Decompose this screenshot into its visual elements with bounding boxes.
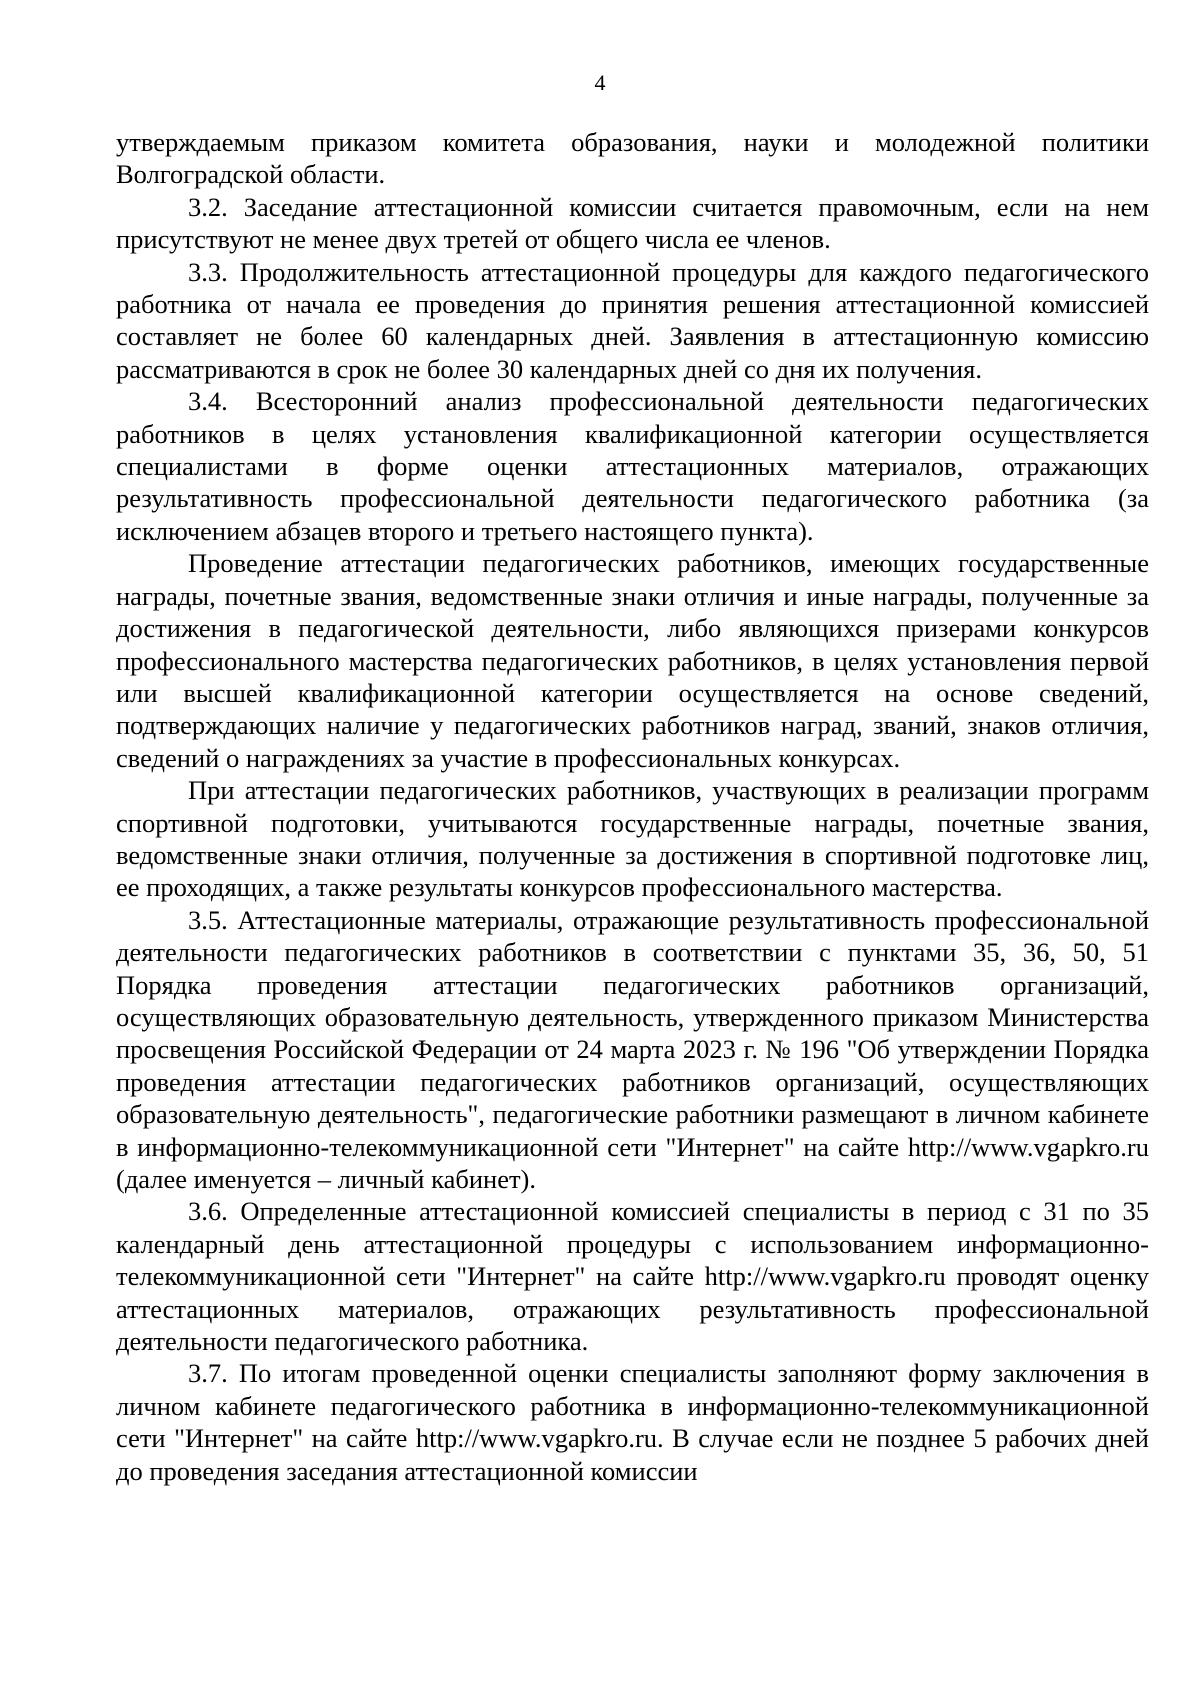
paragraph-3-4-sports: При аттестации педагогических работников, участвующих в реализации программ спортивной подготовки, учитываются государственные награды, почетные звания, ведомственные знаки отличия, полученные за достижения в спортивной подготовке лиц, ее проходящих, а также результаты конкурсов профессионального мастерства. <box>116 775 1149 903</box>
paragraph-3-2: 3.2. Заседание аттестационной комиссии считается правомочным, если на нем присутствуют не менее двух третей от общего числа ее членов. <box>116 191 1149 255</box>
paragraph-3-4: 3.4. Всесторонний анализ профессиональной деятельности педагогических работников в целях установления квалификационной категории осуществляется специалистами в форме оценки аттестационных материалов, отражающих результативность профессиональной деятельности педагогического работника (за исключением абзацев второго и третьего настоящего пункта). <box>116 386 1149 546</box>
document-body <box>116 126 1149 1487</box>
paragraph-3-4-awards: Проведение аттестации педагогических работников, имеющих государственные награды, почетные звания, ведомственные знаки отличия и иные награды, полученные за достижения в педагогической деятельности, либо являющихся призерами конкурсов профессионального мастерства педагогических работников, в целях установления первой или высшей квалификационной категории осуществляется на основе сведений, подтверждающих наличие у педагогических работников наград, званий, знаков отличия, сведений о награждениях за участие в профессиональных конкурсах. <box>116 548 1149 773</box>
paragraph-continuation: утверждаемым приказом комитета образования, науки и молодежной политики Волгоградской области. <box>116 127 1149 190</box>
paragraph-3-5: 3.5. Аттестационные материалы, отражающие результативность профессиональной деятельности педагогических работников в соответствии с пунктами 35, 36, 50, 51 Порядка проведения аттестации педагогических работников организаций, осуществляющих образовательную деятельность, утвержденного приказом Министерства просвещения Российской Федерации от 24 марта 2023 г. № 196 "Об утверждении Порядка проведения аттестации педагогических работников организаций, осуществляющих образовательную деятельность", педагогические работники размещают в личном кабинете в информационно-телекоммуникационной сети "Интернет" на сайте http://www.vgapkro.ru (далее именуется – личный кабинет). <box>116 904 1149 1194</box>
paragraph-3-6: 3.6. Определенные аттестационной комиссией специалисты в период с 31 по 35 календарный день аттестационной процедуры с использованием информационно-телекоммуникационной сети "Интернет" на сайте http://www.vgapkro.ru проводят оценку аттестационных материалов, отражающих результативность профессиональной деятельности педагогического работника. <box>116 1196 1149 1357</box>
page-number: 4 <box>594 70 606 95</box>
paragraph-3-3: 3.3. Продолжительность аттестационной процедуры для каждого педагогического работника от начала ее проведения до принятия решения аттестационной комиссией составляет не более 60 календарных дней. Заявления в аттестационную комиссию рассматриваются в срок не более 30 календарных дней со дня их получения. <box>116 256 1149 384</box>
paragraph-3-7: 3.7. По итогам проведенной оценки специалисты заполняют форму заключения в личном кабинете педагогического работника в информационно-телекоммуникационной сети "Интернет" на сайте http://www.vgapkro.ru. В случае если не позднее 5 рабочих дней до проведения заседания аттестационной комиссии <box>116 1358 1149 1486</box>
